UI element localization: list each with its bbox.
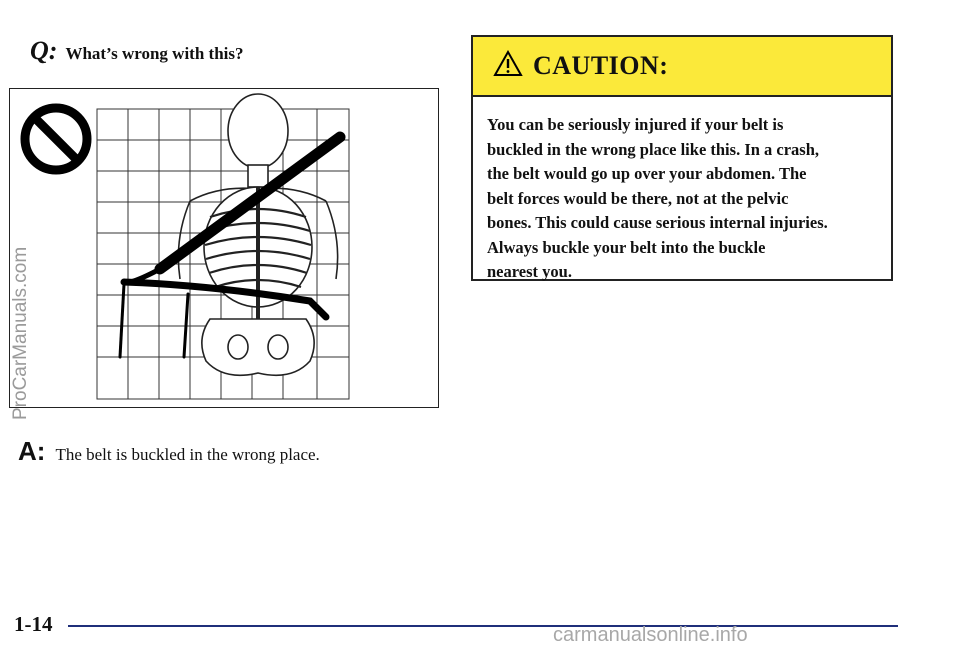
watermark: ProCarManuals.com [10,246,31,420]
caution-box [471,35,893,281]
caution-line: the belt would go up over your abdomen. The [487,164,807,183]
caution-line: buckled in the wrong place like this. In a crash, [487,139,820,159]
prohibition-icon [25,108,87,170]
answer-letter: A: [18,436,46,466]
caution-line: You can be seriously injured if your belt is [487,115,784,134]
warning-triangle-icon [493,50,523,82]
page-number: 1-14 [14,612,53,636]
caution-header [473,37,891,97]
footer-url[interactable]: carmanualsonline.info [553,624,748,646]
footer-rule [68,625,898,627]
answer [18,436,320,467]
caution-text [473,97,891,285]
answer-text: The belt is buckled in the wrong place. [55,445,320,464]
caution-line: bones. This could cause serious internal injuries. [487,213,828,232]
question-letter: Q: [30,36,58,65]
question-text: What’s wrong with this? [65,44,244,63]
caution-line: belt forces would be there, not at the pelvic [487,188,789,208]
caution-line: Always buckle your belt into the buckle [487,237,766,257]
question [30,36,244,66]
illustration [9,88,439,408]
caution-line: nearest you. [487,262,572,281]
caution-title: CAUTION: [533,51,669,80]
